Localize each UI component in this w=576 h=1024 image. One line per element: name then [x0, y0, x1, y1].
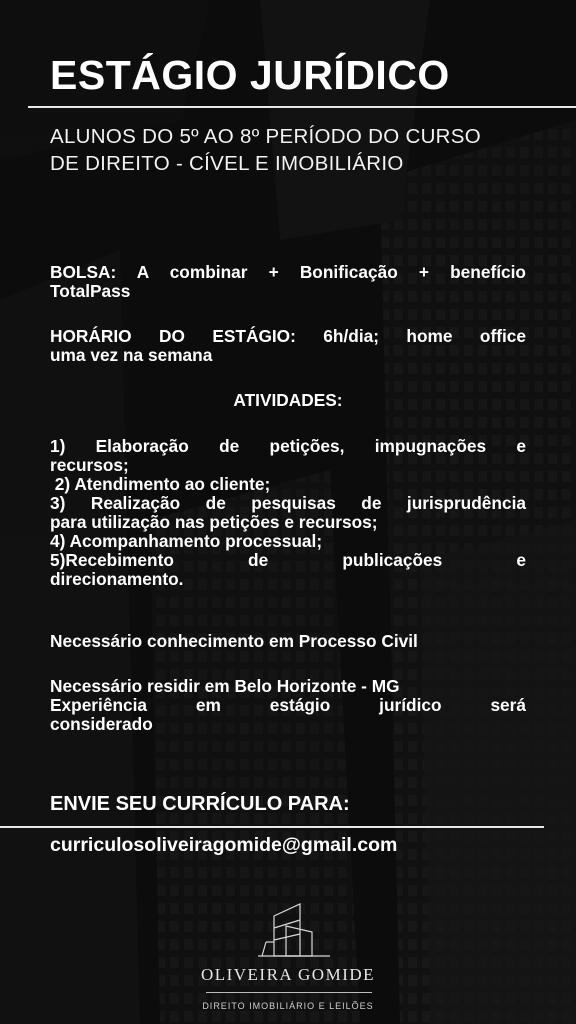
horario-line-1: HORÁRIO DO ESTÁGIO: 6h/dia; home office: [50, 326, 526, 346]
activities-list: [50, 437, 526, 589]
atividades-heading: ATIVIDADES:: [233, 390, 343, 410]
bolsa-text: [50, 263, 526, 301]
buildings-logo-icon: [252, 902, 336, 958]
activity-line: recursos;: [50, 455, 129, 475]
activity-line: direcionamento.: [50, 569, 184, 589]
email-address[interactable]: curriculosoliveiragomide@gmail.com: [50, 834, 398, 856]
activity-line: 1) Elaboração de petições, impugnações e: [50, 436, 526, 456]
logo-name: OLIVEIRA GOMIDE: [200, 965, 376, 984]
bolsa-line-2: TotalPass: [50, 281, 131, 301]
experience-line-2: considerado: [50, 714, 153, 734]
cta-heading: ENVIE SEU CURRÍCULO PARA:: [50, 793, 350, 815]
requirements-block: [50, 677, 526, 734]
activity-line: 5)Recebimento de publicações e: [50, 550, 526, 570]
activity-line: 3) Realização de pesquisas de jurisprudência: [50, 493, 526, 513]
subtitle: ALUNOS DO 5º AO 8º PERÍODO DO CURSO DE DIREITO - CÍVEL E IMOBILIÁRIO: [50, 125, 482, 175]
logo-divider: [206, 992, 372, 993]
activity-line: 2) Atendimento ao cliente;: [50, 474, 271, 494]
title-divider: [28, 106, 576, 108]
activity-line: 4) Acompanhamento processual;: [50, 531, 323, 551]
requirement-civil: Necessário conhecimento em Processo Civil: [50, 631, 418, 651]
experience-line-1: Experiência em estágio jurídico será: [50, 695, 526, 715]
cta-divider: [0, 826, 544, 828]
logo-tagline: DIREITO IMOBILIÁRIO E LEILÕES: [202, 1001, 374, 1011]
horario-text: [50, 327, 526, 365]
horario-line-2: uma vez na semana: [50, 345, 213, 365]
activity-line: para utilização nas petições e recursos;: [50, 512, 378, 532]
requirement-residence: Necessário residir em Belo Horizonte - MG: [50, 676, 400, 696]
page-title: ESTÁGIO JURÍDICO: [50, 52, 450, 98]
bolsa-line-1: BOLSA: A combinar + Bonificação + benefício: [50, 262, 526, 282]
